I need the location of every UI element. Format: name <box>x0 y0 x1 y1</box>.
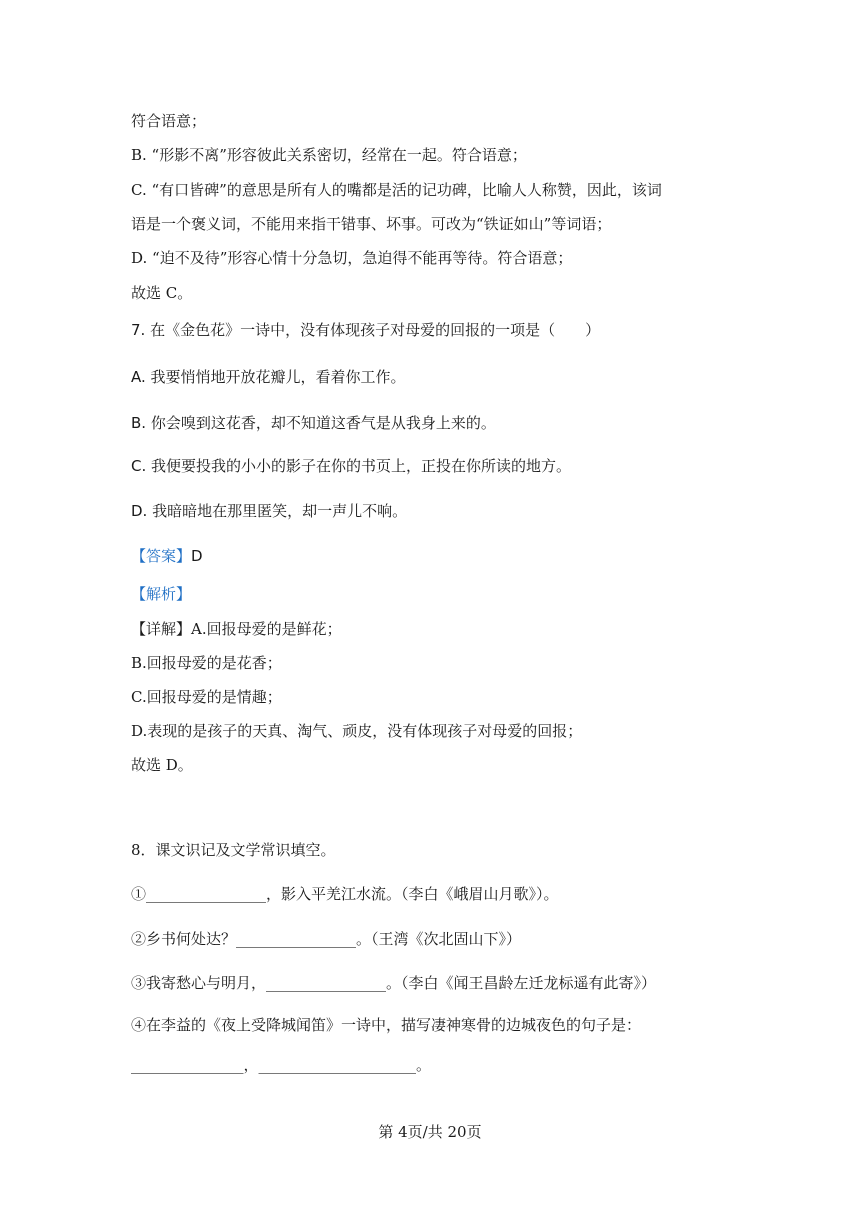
prev-explanation-line: D. “迫不及待”形容心情十分急切，急迫得不能再等待。符合语意； <box>131 249 573 267</box>
detail-conclusion: 故选 D。 <box>131 756 193 774</box>
question-7-stem: 7. 在《金色花》一诗中，没有体现孩子对母爱的回报的一项是（ ） <box>131 321 601 339</box>
answer-row <box>131 546 203 566</box>
answer-value: D <box>191 547 203 565</box>
question-7-option-a: A. 我要悄悄地开放花瓣儿，看着你工作。 <box>131 368 406 386</box>
question-7-option-d: D. 我暗暗地在那里匿笑，却一声儿不响。 <box>131 502 408 520</box>
answer-tag: 【答案】 <box>131 547 192 565</box>
question-7-option-c: C. 我便要投我的小小的影子在你的书页上，正投在你所读的地方。 <box>131 457 572 475</box>
prev-explanation-line: 语是一个褒义词，不能用来指干错事、坏事。可改为“铁证如山”等词语； <box>131 215 612 233</box>
detail-line: D.表现的是孩子的天真、淘气、顽皮，没有体现孩子对母爱的回报； <box>131 722 583 740</box>
prev-explanation-line: C. “有口皆碑”的意思是所有人的嘴都是活的记功碑，比喻人人称赞，因此，该词 <box>131 181 662 199</box>
question-8-item-3: ③我寄愁心与明月，________________。（李白《闻王昌龄左迁龙标遥有此寄》） <box>131 974 657 992</box>
detail-line: 【详解】A.回报母爱的是鲜花； <box>131 620 342 638</box>
analysis-tag: 【解析】 <box>131 585 192 603</box>
question-7-option-b: B. 你会嗅到这花香，却不知道这香气是从我身上来的。 <box>131 414 496 432</box>
detail-line: B.回报母爱的是花香； <box>131 654 282 672</box>
prev-explanation-conclusion: 故选 C。 <box>131 284 193 302</box>
question-8-item-1: ①________________，影入平羌江水流。（李白《峨眉山月歌》）。 <box>131 885 559 903</box>
question-8-stem: 8．课文识记及文学常识填空。 <box>131 841 336 859</box>
detail-line: C.回报母爱的是情趣； <box>131 688 282 706</box>
prev-explanation-line: B. “形影不离”形容彼此关系密切，经常在一起。符合语意； <box>131 146 527 164</box>
question-8-item-4: ④在李益的《夜上受降城闻笛》一诗中，描写凄神寒骨的边城夜色的句子是： <box>131 1016 642 1034</box>
page-footer: 第 4页/共 20页 <box>378 1123 482 1141</box>
prev-explanation-line: 符合语意； <box>131 112 207 130</box>
question-8-item-2: ②乡书何处达？________________。（王湾《次北固山下》） <box>131 930 522 948</box>
question-8-blanks: _______________，_____________________。 <box>131 1056 432 1074</box>
